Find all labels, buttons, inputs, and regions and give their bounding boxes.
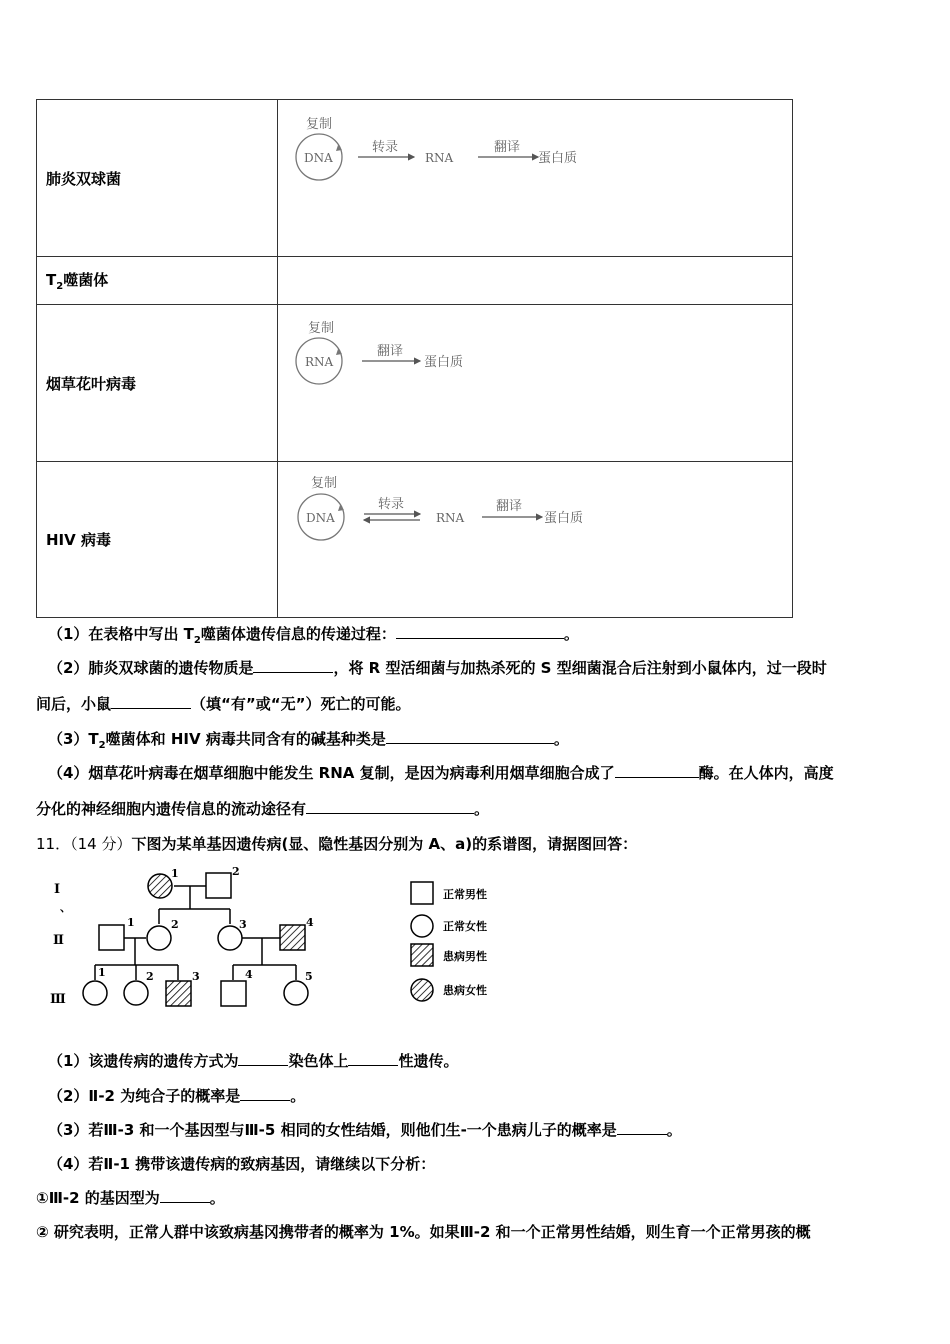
flow-diagram-hiv (278, 462, 793, 618)
pedigree-label: 4 (245, 968, 253, 981)
answer-blank[interactable] (238, 1051, 288, 1066)
organism-tmv: 烟草花叶病毒 (37, 305, 278, 462)
rna-label: RNA (305, 354, 334, 369)
generation-II-label: Ⅱ (53, 933, 64, 948)
translate-label: 翻译 (377, 343, 404, 359)
pedigree-label: 2 (171, 918, 179, 931)
answer-blank[interactable] (253, 658, 333, 673)
rna-label: RNA (436, 510, 465, 525)
q11-sub4-item1: ①Ⅲ-2 的基因型为 。 (36, 1189, 225, 1207)
pedigree-label: 3 (192, 970, 200, 983)
q11-sub4-item2: ② 研究表明，正常人群中该致病基冈携带者的概率为 1%。如果Ⅲ-2 和一个正常男性结婚，则生育一个正常男孩的概 (36, 1223, 811, 1241)
replicate-label: 复制 (306, 116, 333, 132)
legend-affected-female-label: 患病女性 (443, 984, 487, 997)
q10-part2-cont: 间后，小鼠 （填“有”或“无”）死亡的可能。 (36, 695, 411, 713)
answer-blank[interactable] (160, 1188, 210, 1203)
translate-label: 翻译 (494, 139, 521, 155)
q10-part1: （1）在表格中写出 $T_2$噬菌体遗传信息的传递过程： 。 (48, 625, 579, 646)
protein-label: 蛋白质 (538, 150, 578, 166)
III-1-normal-female (83, 981, 107, 1005)
q11-sub1: （1）该遗传病的遗传方式为 染色体上 性遗传。 (48, 1052, 459, 1070)
flow-cell-t2-phage-empty (278, 257, 793, 305)
answer-blank[interactable] (617, 1120, 667, 1135)
III-2-normal-female (124, 981, 148, 1005)
q10-part4-cont: 分化的神经细胞内遗传信息的流动途径有 。 (36, 800, 490, 818)
pedigree-mark: 、 (60, 901, 71, 914)
legend-affected-male-label: 患病男性 (443, 950, 487, 963)
answer-blank[interactable] (306, 799, 474, 814)
transcribe-label: 转录 (378, 496, 405, 512)
III-4-normal-male (221, 981, 246, 1006)
answer-blank[interactable] (240, 1086, 290, 1101)
answer-blank[interactable] (615, 763, 699, 778)
generation-I-label: Ⅰ (54, 882, 61, 897)
replicate-label: 复制 (308, 320, 335, 336)
replicate-label: 复制 (311, 475, 338, 491)
pedigree-legend (405, 876, 525, 1006)
rna-label: RNA (425, 150, 454, 165)
q10-part2: （2）肺炎双球菌的遗传物质是 ，将 R 型活细菌与加热杀死的 S 型细菌混合后注射到小鼠体内，过一段时 (48, 659, 827, 677)
generation-III-label: Ⅲ (50, 992, 66, 1007)
organism-hiv: HIV 病毒 (37, 462, 278, 618)
legend-normal-male-label: 正常男性 (443, 888, 487, 901)
protein-label: 蛋白质 (544, 510, 584, 526)
legend-affected-female-symbol (411, 979, 433, 1001)
legend-affected-male-symbol (411, 944, 433, 966)
II-1-normal-male (99, 925, 124, 950)
III-5-normal-female (284, 981, 308, 1005)
pedigree-label: 1 (171, 867, 179, 880)
pedigree-label: 2 (146, 970, 154, 983)
pedigree-label: 2 (232, 865, 240, 878)
legend-normal-male-symbol (411, 882, 433, 904)
flow-diagram-tmv (278, 305, 793, 462)
answer-blank[interactable] (396, 624, 564, 639)
I-1-affected-female (148, 874, 172, 898)
dna-label: DNA (304, 150, 333, 165)
answer-blank[interactable] (111, 694, 191, 709)
q11-sub3: （3）若Ⅲ-3 和一个基因型与Ⅲ-5 相同的女性结婚，则他们生-一个患病儿子的概率是 。 (48, 1121, 682, 1139)
pedigree-label: 5 (305, 970, 313, 983)
pedigree-label: 3 (239, 918, 247, 931)
organism-pneumococcus: 肺炎双球菌 (37, 100, 278, 257)
answer-blank[interactable] (386, 729, 554, 744)
translate-label: 翻译 (496, 498, 523, 514)
answer-blank[interactable] (348, 1051, 398, 1066)
pedigree-label: 1 (98, 966, 106, 979)
protein-label: 蛋白质 (424, 354, 464, 370)
II-4-affected-male (280, 925, 305, 950)
III-3-affected-male (166, 981, 191, 1006)
q10-part4: （4）烟草花叶病毒在烟草细胞中能发生 RNA 复制，是因为病毒利用烟草细胞合成了 酶。在人体内，高度 (48, 764, 834, 782)
I-2-normal-male (206, 873, 231, 898)
q11-header: 11．（14 分）下图为某单基因遗传病(显、隐性基因分别为 A、a)的系谱图，请据图回答： (36, 835, 638, 853)
dna-label: DNA (306, 510, 335, 525)
II-2-normal-female (147, 926, 171, 950)
q11-sub2: （2）Ⅱ-2 为纯合子的概率是 。 (48, 1087, 306, 1105)
pedigree-label: 1 (127, 916, 135, 929)
organism-t2-phage: $T_2$噬菌体 (37, 257, 278, 305)
pedigree-chart (40, 860, 340, 1010)
transcribe-label: 转录 (372, 139, 399, 155)
legend-normal-female-symbol (411, 915, 433, 937)
q11-sub4: （4）若Ⅱ-1 携带该遗传病的致病基因，请继续以下分析： (48, 1155, 436, 1173)
flow-diagram-pneumococcus (278, 100, 793, 257)
legend-normal-female-label: 正常女性 (443, 920, 487, 933)
pedigree-label: 4 (306, 916, 314, 929)
genetic-info-table (36, 99, 793, 618)
q10-part3: $(3)T_2$噬菌体和 HIV 病毒共同含有的碱基种类是 。 (48, 730, 569, 751)
